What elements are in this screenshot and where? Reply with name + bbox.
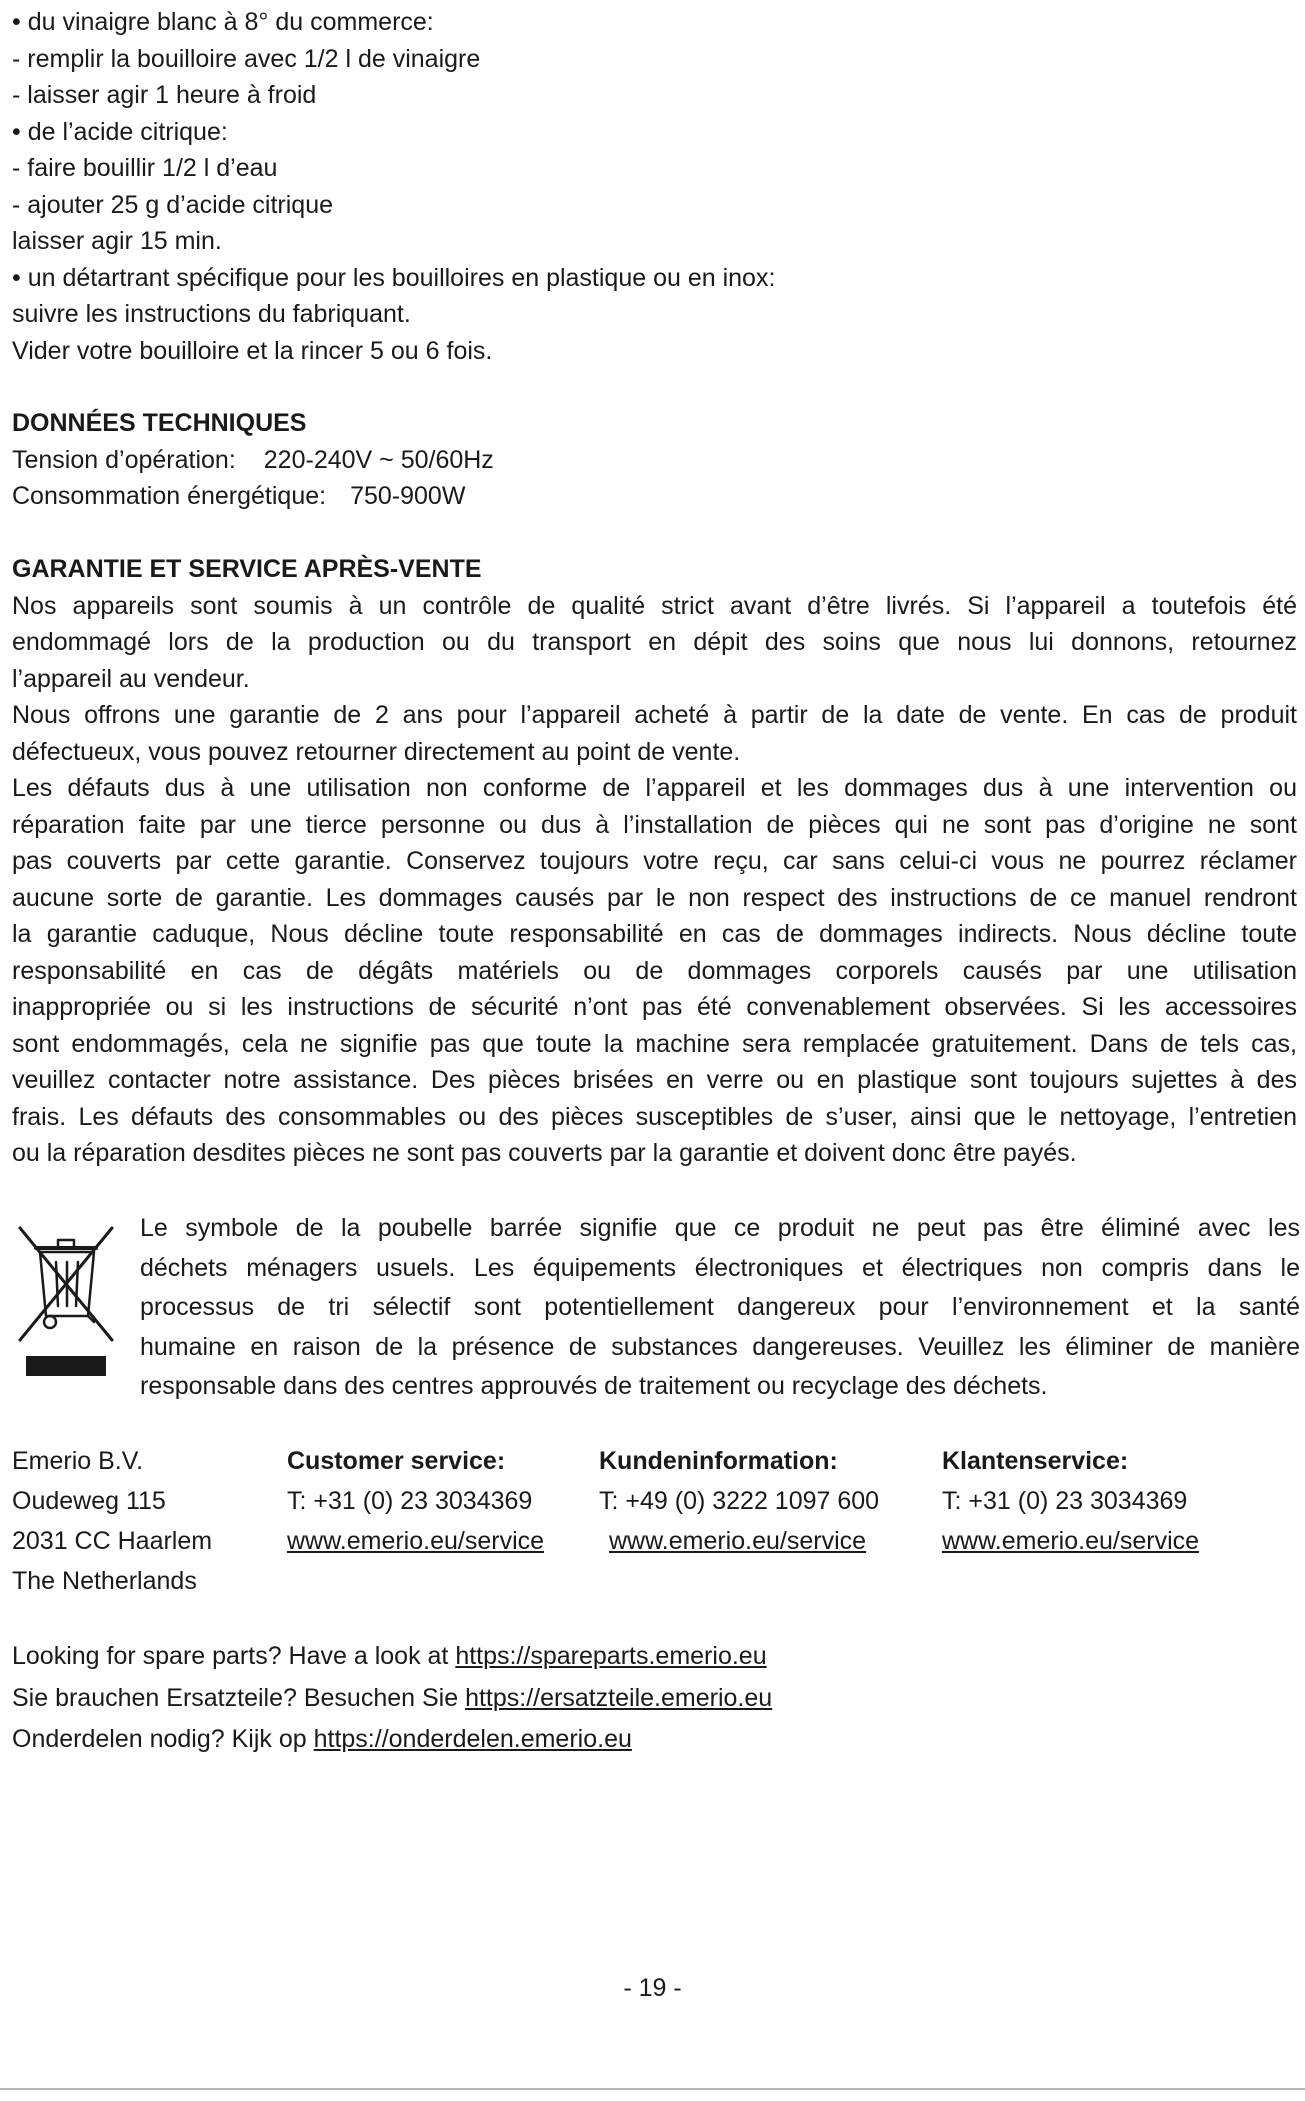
klantenservice-phone: T: +31 (0) 23 3034369 (942, 1487, 1188, 1515)
warranty-line: Nous offrons une garantie de 2 ans pour l’appareil acheté à partir de la date de vente. En cas de produit (12, 701, 1297, 729)
customer-service-link[interactable]: www.emerio.eu/service (287, 1527, 545, 1555)
warranty-line: la garantie caduque, Nous décline toute responsabilité en cas de dommages indirects. Nous décline toute (12, 920, 1297, 948)
warranty-line: sont endommagés, cela ne signifie pas que toute la machine sera remplacée gratuitement. Dans de tels cas, (12, 1029, 1297, 1058)
descaling-instructions (12, 4, 775, 369)
power-value: 750-900W (350, 482, 466, 510)
descaling-line: suivre les instructions du fabriquant. (12, 300, 411, 328)
warranty-line: pas couverts par cette garantie. Conservez toujours votre reçu, car sans celui-ci vous ne pourrez réclamer (12, 847, 1297, 875)
klantenservice-title: Klantenservice: (942, 1447, 1129, 1475)
power-label: Consommation énergétique: (12, 482, 327, 510)
descaling-line: - laisser agir 1 heure à froid (12, 81, 317, 109)
voltage-value: 220-240V ~ 50/60Hz (263, 445, 494, 474)
warranty-line: réparation faite par une tierce personne ou dus à l’installation de pièces qui ne sont pas d’origine ne sont (12, 810, 1297, 839)
page-bottom-divider (0, 2088, 1305, 2090)
descaling-line: • un détartrant spécifique pour les bouilloires en plastique ou en inox: (12, 263, 776, 292)
warranty-line: défectueux, vous pouvez retourner directement au point de vente. (12, 737, 741, 766)
power-row (12, 478, 494, 515)
warranty-line: l’appareil au vendeur. (12, 664, 250, 693)
warranty-title: GARANTIE ET SERVICE APRÈS-VENTE (12, 555, 482, 583)
descaling-line: - faire bouillir 1/2 l d’eau (12, 154, 278, 182)
kundeninformation-title: Kundeninformation: (599, 1447, 838, 1475)
descaling-line: Vider votre bouilloire et la rincer 5 ou 6 fois. (12, 336, 493, 365)
warranty-line: responsabilité en cas de dégâts matériels ou de dommages corporels causés par une utilisation (12, 956, 1297, 985)
warranty-line: frais. Les défauts des consommables ou des pièces susceptibles de s’user, ainsi que le nettoyage, l’entretien (12, 1102, 1297, 1131)
warranty-line: aucune sorte de garantie. Les dommages causés par le non respect des instructions de ce manuel rendront (12, 883, 1297, 912)
onderdelen-text: Onderdelen nodig? Kijk op (12, 1725, 307, 1753)
voltage-label: Tension d’opération: (12, 445, 236, 474)
company-name: Emerio B.V. (12, 1447, 144, 1475)
descaling-line: • de l’acide citrique: (12, 117, 228, 146)
klantenservice-column (942, 1441, 1199, 1561)
weee-line: humaine en raison de la présence de substances dangereuses. Veuillez les éliminer de manière (140, 1332, 1300, 1361)
weee-line: déchets ménagers usuels. Les équipements électroniques et électriques non compris dans le (140, 1253, 1300, 1282)
spare-parts-line-en (12, 1636, 772, 1678)
spare-parts-line-nl (12, 1719, 772, 1761)
descaling-line: - ajouter 25 g d’acide citrique (12, 190, 334, 219)
warranty-line: Nos appareils sont soumis à un contrôle de qualité strict avant d’être livrés. Si l’appareil a toutefois été (12, 591, 1297, 620)
crossed-out-wheelie-bin-icon (12, 1218, 120, 1388)
descaling-line: - remplir la bouilloire avec 1/2 l de vinaigre (12, 44, 481, 73)
warranty-line: veuillez contacter notre assistance. Des pièces brisées en verre ou en plastique sont toujours sujettes à des (12, 1066, 1297, 1094)
warranty-line: ou la réparation desdites pièces ne sont pas couverts par la garantie et doivent donc être payés. (12, 1139, 1077, 1167)
onderdelen-link[interactable]: https://onderdelen.emerio.eu (313, 1725, 632, 1753)
warranty-line: inappropriée ou si les instructions de sécurité n’ont pas été convenablement observées. Si les accessoires (12, 993, 1297, 1021)
customer-service-phone: T: +31 (0) 23 3034369 (287, 1487, 533, 1515)
weee-line: Le symbole de la poubelle barrée signifie que ce produit ne peut pas être éliminé avec les (140, 1214, 1300, 1242)
kundeninformation-phone: T: +49 (0) 3222 1097 600 (599, 1487, 880, 1515)
klantenservice-link[interactable]: www.emerio.eu/service (942, 1527, 1200, 1555)
kundeninformation-column (599, 1441, 879, 1561)
company-address (12, 1441, 212, 1601)
page-number: - 19 - (623, 1974, 682, 2002)
warranty-line: Les défauts dus à une utilisation non conforme de l’appareil et les dommages dus à une intervention ou (12, 774, 1297, 802)
warranty-section (12, 551, 1297, 1172)
spare-parts-link[interactable]: https://spareparts.emerio.eu (455, 1642, 767, 1670)
spare-parts-line-de (12, 1678, 772, 1720)
voltage-row (12, 442, 494, 479)
technical-data-title: DONNÉES TECHNIQUES (12, 409, 307, 437)
address-street: Oudeweg 115 (12, 1487, 166, 1515)
technical-data-section (12, 405, 494, 515)
weee-line: responsable dans des centres approuvés de traitement ou recyclage des déchets. (140, 1372, 1048, 1400)
spare-parts-section (12, 1636, 772, 1761)
kundeninformation-link[interactable]: www.emerio.eu/service (609, 1527, 867, 1555)
address-city: 2031 CC Haarlem (12, 1527, 213, 1555)
customer-service-column (287, 1441, 544, 1561)
descaling-line: laisser agir 15 min. (12, 227, 222, 255)
spare-parts-text: Looking for spare parts? Have a look at (12, 1642, 449, 1670)
weee-line: processus de tri sélectif sont potentiellement dangereux pour l’environnement et la santé (140, 1293, 1300, 1321)
customer-service-title: Customer service: (287, 1447, 506, 1475)
ersatzteile-text: Sie brauchen Ersatzteile? Besuchen Sie (12, 1683, 459, 1712)
descaling-line: • du vinaigre blanc à 8° du commerce: (12, 8, 434, 36)
ersatzteile-link[interactable]: https://ersatzteile.emerio.eu (465, 1683, 773, 1712)
warranty-line: endommagé lors de la production ou du transport en dépit des soins que nous lui donnons, retournez (12, 628, 1297, 656)
address-country: The Netherlands (12, 1567, 197, 1595)
weee-notice (140, 1209, 1300, 1407)
